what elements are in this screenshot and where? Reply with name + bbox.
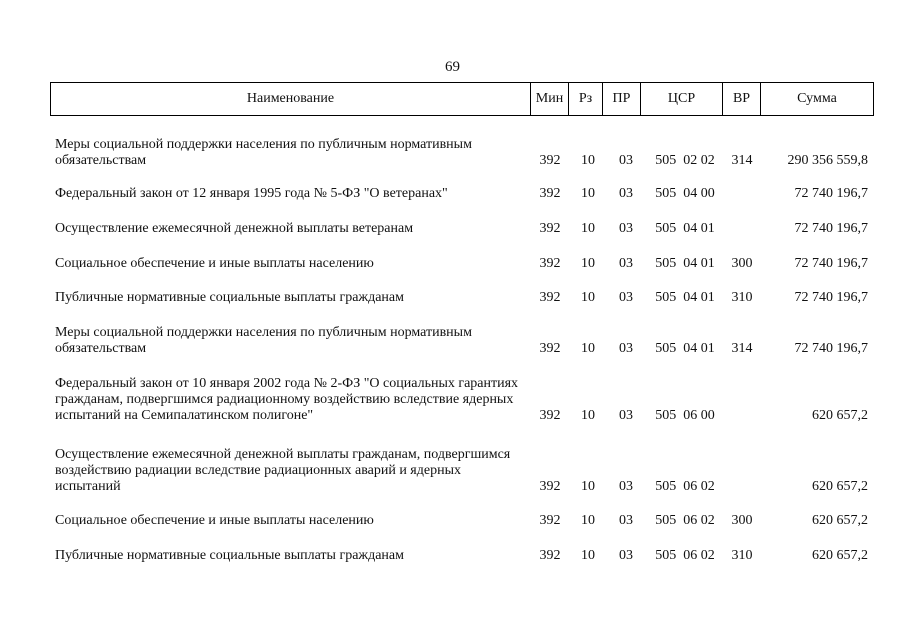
row-pr: 03	[619, 479, 633, 494]
row-rz: 10	[581, 513, 595, 528]
row-sum: 620 657,2	[812, 479, 868, 494]
row-csr: 505 04 00	[655, 186, 715, 201]
row-vr: 310	[731, 290, 753, 305]
row-name: Осуществление ежемесячной денежной выплаты гражданам, подвергшимся воздействию радиации вследствие радиационных аварий и ядерных испытаний	[55, 447, 511, 494]
row-min: 392	[539, 479, 561, 494]
row-rz: 10	[581, 479, 595, 494]
row-min: 392	[539, 513, 561, 528]
header-rz: Рз	[569, 83, 603, 115]
row-rz: 10	[581, 341, 595, 356]
row-sum: 72 740 196,7	[794, 221, 868, 236]
row-rz: 10	[581, 408, 595, 423]
row-sum: 72 740 196,7	[794, 186, 868, 201]
row-name: Федеральный закон от 12 января 1995 года № 5-ФЗ "О ветеранах"	[55, 186, 448, 201]
row-min: 392	[539, 408, 561, 423]
header-min: Мин	[531, 83, 569, 115]
row-min: 392	[539, 153, 561, 168]
row-name: Социальное обеспечение и иные выплаты населению	[55, 513, 374, 528]
row-pr: 03	[619, 221, 633, 236]
row-min: 392	[539, 186, 561, 201]
row-csr: 505 06 00	[655, 408, 715, 423]
row-min: 392	[539, 341, 561, 356]
row-csr: 505 06 02	[655, 479, 715, 494]
row-csr: 505 04 01	[655, 221, 715, 236]
row-pr: 03	[619, 408, 633, 423]
header-csr: ЦСР	[641, 83, 723, 115]
row-vr: 314	[731, 341, 753, 356]
row-sum: 72 740 196,7	[794, 256, 868, 271]
header-name: Наименование	[51, 83, 531, 115]
row-name: Меры социальной поддержки населения по публичным нормативным обязательствам	[55, 137, 472, 168]
row-vr: 314	[731, 153, 753, 168]
row-sum: 620 657,2	[812, 548, 868, 563]
row-csr: 505 04 01	[655, 256, 715, 271]
row-name: Меры социальной поддержки населения по публичным нормативным обязательствам	[55, 325, 472, 356]
row-rz: 10	[581, 221, 595, 236]
header-sum: Сумма	[797, 91, 837, 106]
row-pr: 03	[619, 341, 633, 356]
row-sum: 72 740 196,7	[794, 341, 868, 356]
row-csr: 505 02 02	[655, 153, 715, 168]
row-min: 392	[539, 290, 561, 305]
row-pr: 03	[619, 290, 633, 305]
row-name: Осуществление ежемесячной денежной выплаты ветеранам	[55, 221, 414, 236]
row-vr: 310	[731, 548, 753, 563]
row-sum: 290 356 559,8	[787, 153, 868, 168]
row-name: Социальное обеспечение и иные выплаты населению	[55, 256, 374, 271]
row-min: 392	[539, 221, 561, 236]
row-rz: 10	[581, 153, 595, 168]
row-pr: 03	[619, 153, 633, 168]
row-vr: 300	[731, 513, 753, 528]
row-name: Федеральный закон от 10 января 2002 года № 2-ФЗ "О социальных гарантиях гражданам, подвергшимся радиационному воздействию вследствие ядерных испытаний на Семипалатинском полигоне"	[55, 376, 519, 423]
row-pr: 03	[619, 256, 633, 271]
row-rz: 10	[581, 256, 595, 271]
row-pr: 03	[619, 513, 633, 528]
row-rz: 10	[581, 290, 595, 305]
row-rz: 10	[581, 548, 595, 563]
page-number: 69	[445, 59, 460, 75]
header-vr: ВР	[723, 83, 761, 115]
row-csr: 505 04 01	[655, 341, 715, 356]
table-header	[50, 82, 874, 116]
row-name: Публичные нормативные социальные выплаты гражданам	[55, 548, 404, 563]
row-csr: 505 04 01	[655, 290, 715, 305]
row-name: Публичные нормативные социальные выплаты гражданам	[55, 290, 404, 305]
row-csr: 505 06 02	[655, 548, 715, 563]
row-pr: 03	[619, 548, 633, 563]
row-sum: 620 657,2	[812, 408, 868, 423]
row-sum: 620 657,2	[812, 513, 868, 528]
row-rz: 10	[581, 186, 595, 201]
row-min: 392	[539, 256, 561, 271]
row-vr: 300	[731, 256, 753, 271]
row-csr: 505 06 02	[655, 513, 715, 528]
row-pr: 03	[619, 186, 633, 201]
row-sum: 72 740 196,7	[794, 290, 868, 305]
row-min: 392	[539, 548, 561, 563]
header-pr: ПР	[603, 83, 641, 115]
